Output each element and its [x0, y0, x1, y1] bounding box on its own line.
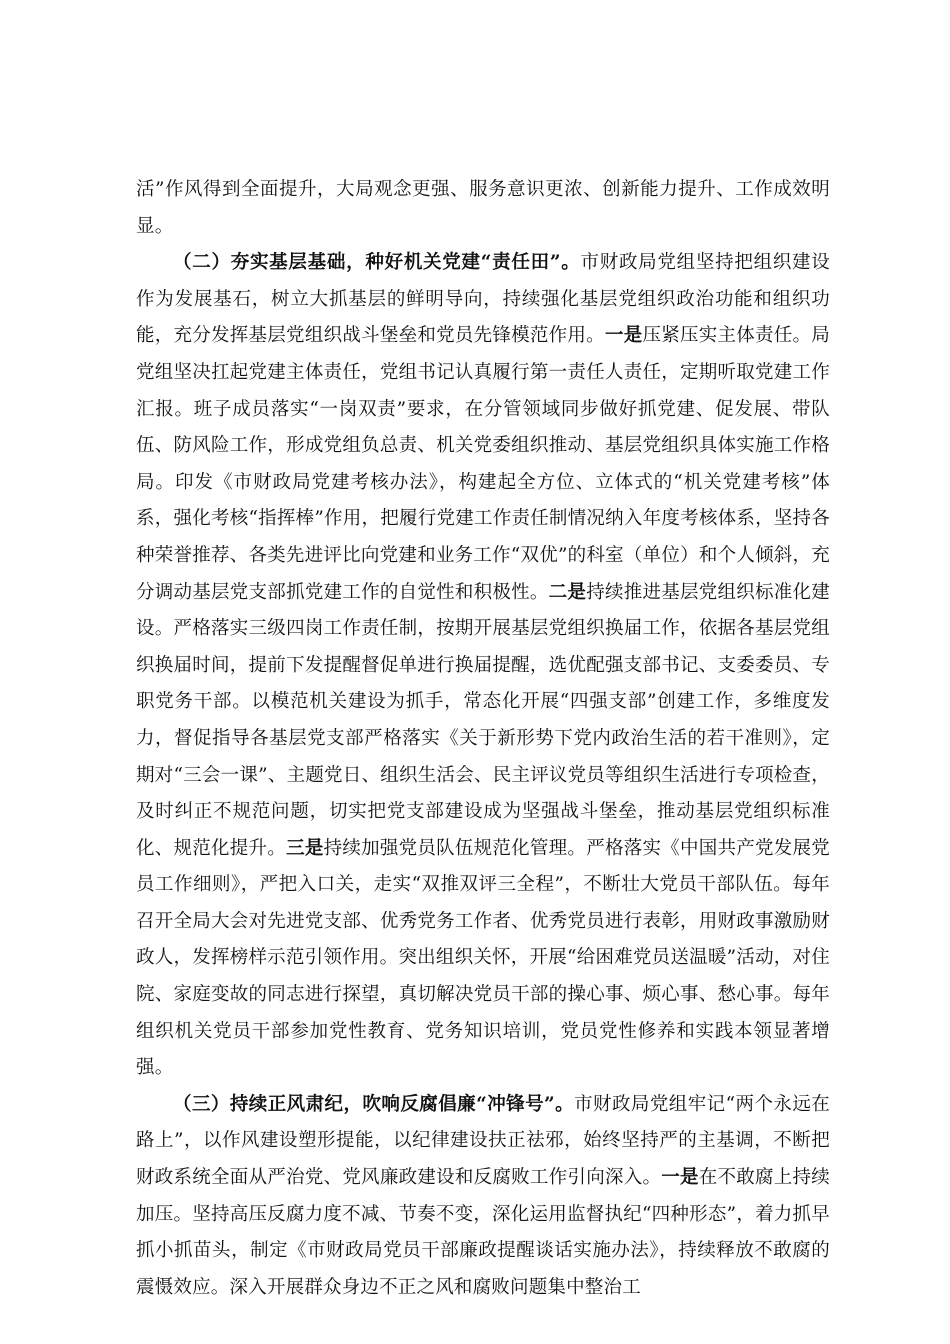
item-label: 三是	[286, 837, 324, 859]
item-text: 压紧压实主体责任。局党组坚决扛起党建主体责任，党组书记认真履行第一责任人责任，定期听取党建工作汇报。班子成员落实“一岗双责”要求，在分管领域同步做好抓党建、促发展、带队伍、防风险工作，形成党组负总责、机关党委组织推动、基层党组织具体实施工作格局。印发《市财政局党建考核办法》，构建起全方位、立体式的“机关党建考核”体系，强化考核“指挥棒”作用，把履行党建工作责任制情况纳入年度考核体系，坚持各种荣誉推荐、各类先进评比向党建和业务工作“双优”的科室（单位）和个人倾斜，充分调动基层党支部抓党建工作的自觉性和积极性。	[136, 325, 830, 603]
section-2-paragraph	[136, 245, 830, 1087]
paragraph-text: 活”作风得到全面提升，大局观念更强、服务意识更浓、创新能力提升、工作成效明显。	[136, 179, 830, 237]
item-label: 一是	[604, 325, 643, 347]
item-label: 一是	[661, 1167, 699, 1189]
section-intro: 市财政局党组坚持把组织建设作为发展基石，树立大抓基层的鲜明导向，持续强化基层党组织政治功能和组织功能，充分发挥基层党组织战斗堡垒和党员先锋模范作用。	[136, 252, 830, 347]
item-label: 二是	[548, 581, 587, 603]
paragraph-continued	[136, 172, 830, 245]
section-intro: 市财政局党组牢记“两个永远在路上”，以作风建设塑形提能，以纪律建设扶正祛邪，始终坚持严的主基调，不断把财政系统全面从严治党、党风廉政建设和反腐败工作引向深入。	[136, 1093, 830, 1189]
section-3-paragraph	[136, 1087, 830, 1307]
item-text: 持续推进基层党组织标准化建设。严格落实三级四岗工作责任制，按期开展基层党组织换届工作，依据各基层党组织换届时间，提前下发提醒督促单进行换届提醒，选优配强支部书记、支委委员、专职党务干部。以模范机关建设为抓手，常态化开展“四强支部”创建工作，多维度发力，督促指导各基层党支部严格落实《关于新形势下党内政治生活的若干准则》，定期对“三会一课”、主题党日、组织生活会、民主评议党员等组织生活进行专项检查，及时纠正不规范问题，切实把党支部建设成为坚强战斗堡垒，推动基层党组织标准化、规范化提升。	[136, 581, 830, 859]
item-text: 在不敢腐上持续加压。坚持高压反腐力度不减、节奏不变，深化运用监督执纪“四种形态”，着力抓早抓小抓苗头，制定《市财政局党员干部廉政提醒谈话实施办法》，持续释放不敢腐的震慑效应。深入开展群众身边不正之风和腐败问题集中整治工	[136, 1167, 830, 1298]
section-heading: （二）夯实基层基础，种好机关党建“责任田”。	[173, 252, 581, 274]
document-body	[136, 172, 830, 1306]
item-text: 持续加强党员队伍规范化管理。严格落实《中国共产党发展党员工作细则》，严把入口关，走实“双推双评三全程”，不断壮大党员干部队伍。每年召开全局大会对先进党支部、优秀党务工作者、优秀党员进行表彰，用财政事激励财政人，发挥榜样示范引领作用。突出组织关怀，开展“给困难党员送温暖”活动，对住院、家庭变故的同志进行探望，真切解决党员干部的操心事、烦心事、愁心事。每年组织机关党员干部参加党性教育、党务知识培训，党员党性修养和实践本领显著增强。	[136, 837, 830, 1079]
section-heading: （三）持续正风肃纪，吹响反腐倡廉“冲锋号”。	[173, 1093, 575, 1115]
